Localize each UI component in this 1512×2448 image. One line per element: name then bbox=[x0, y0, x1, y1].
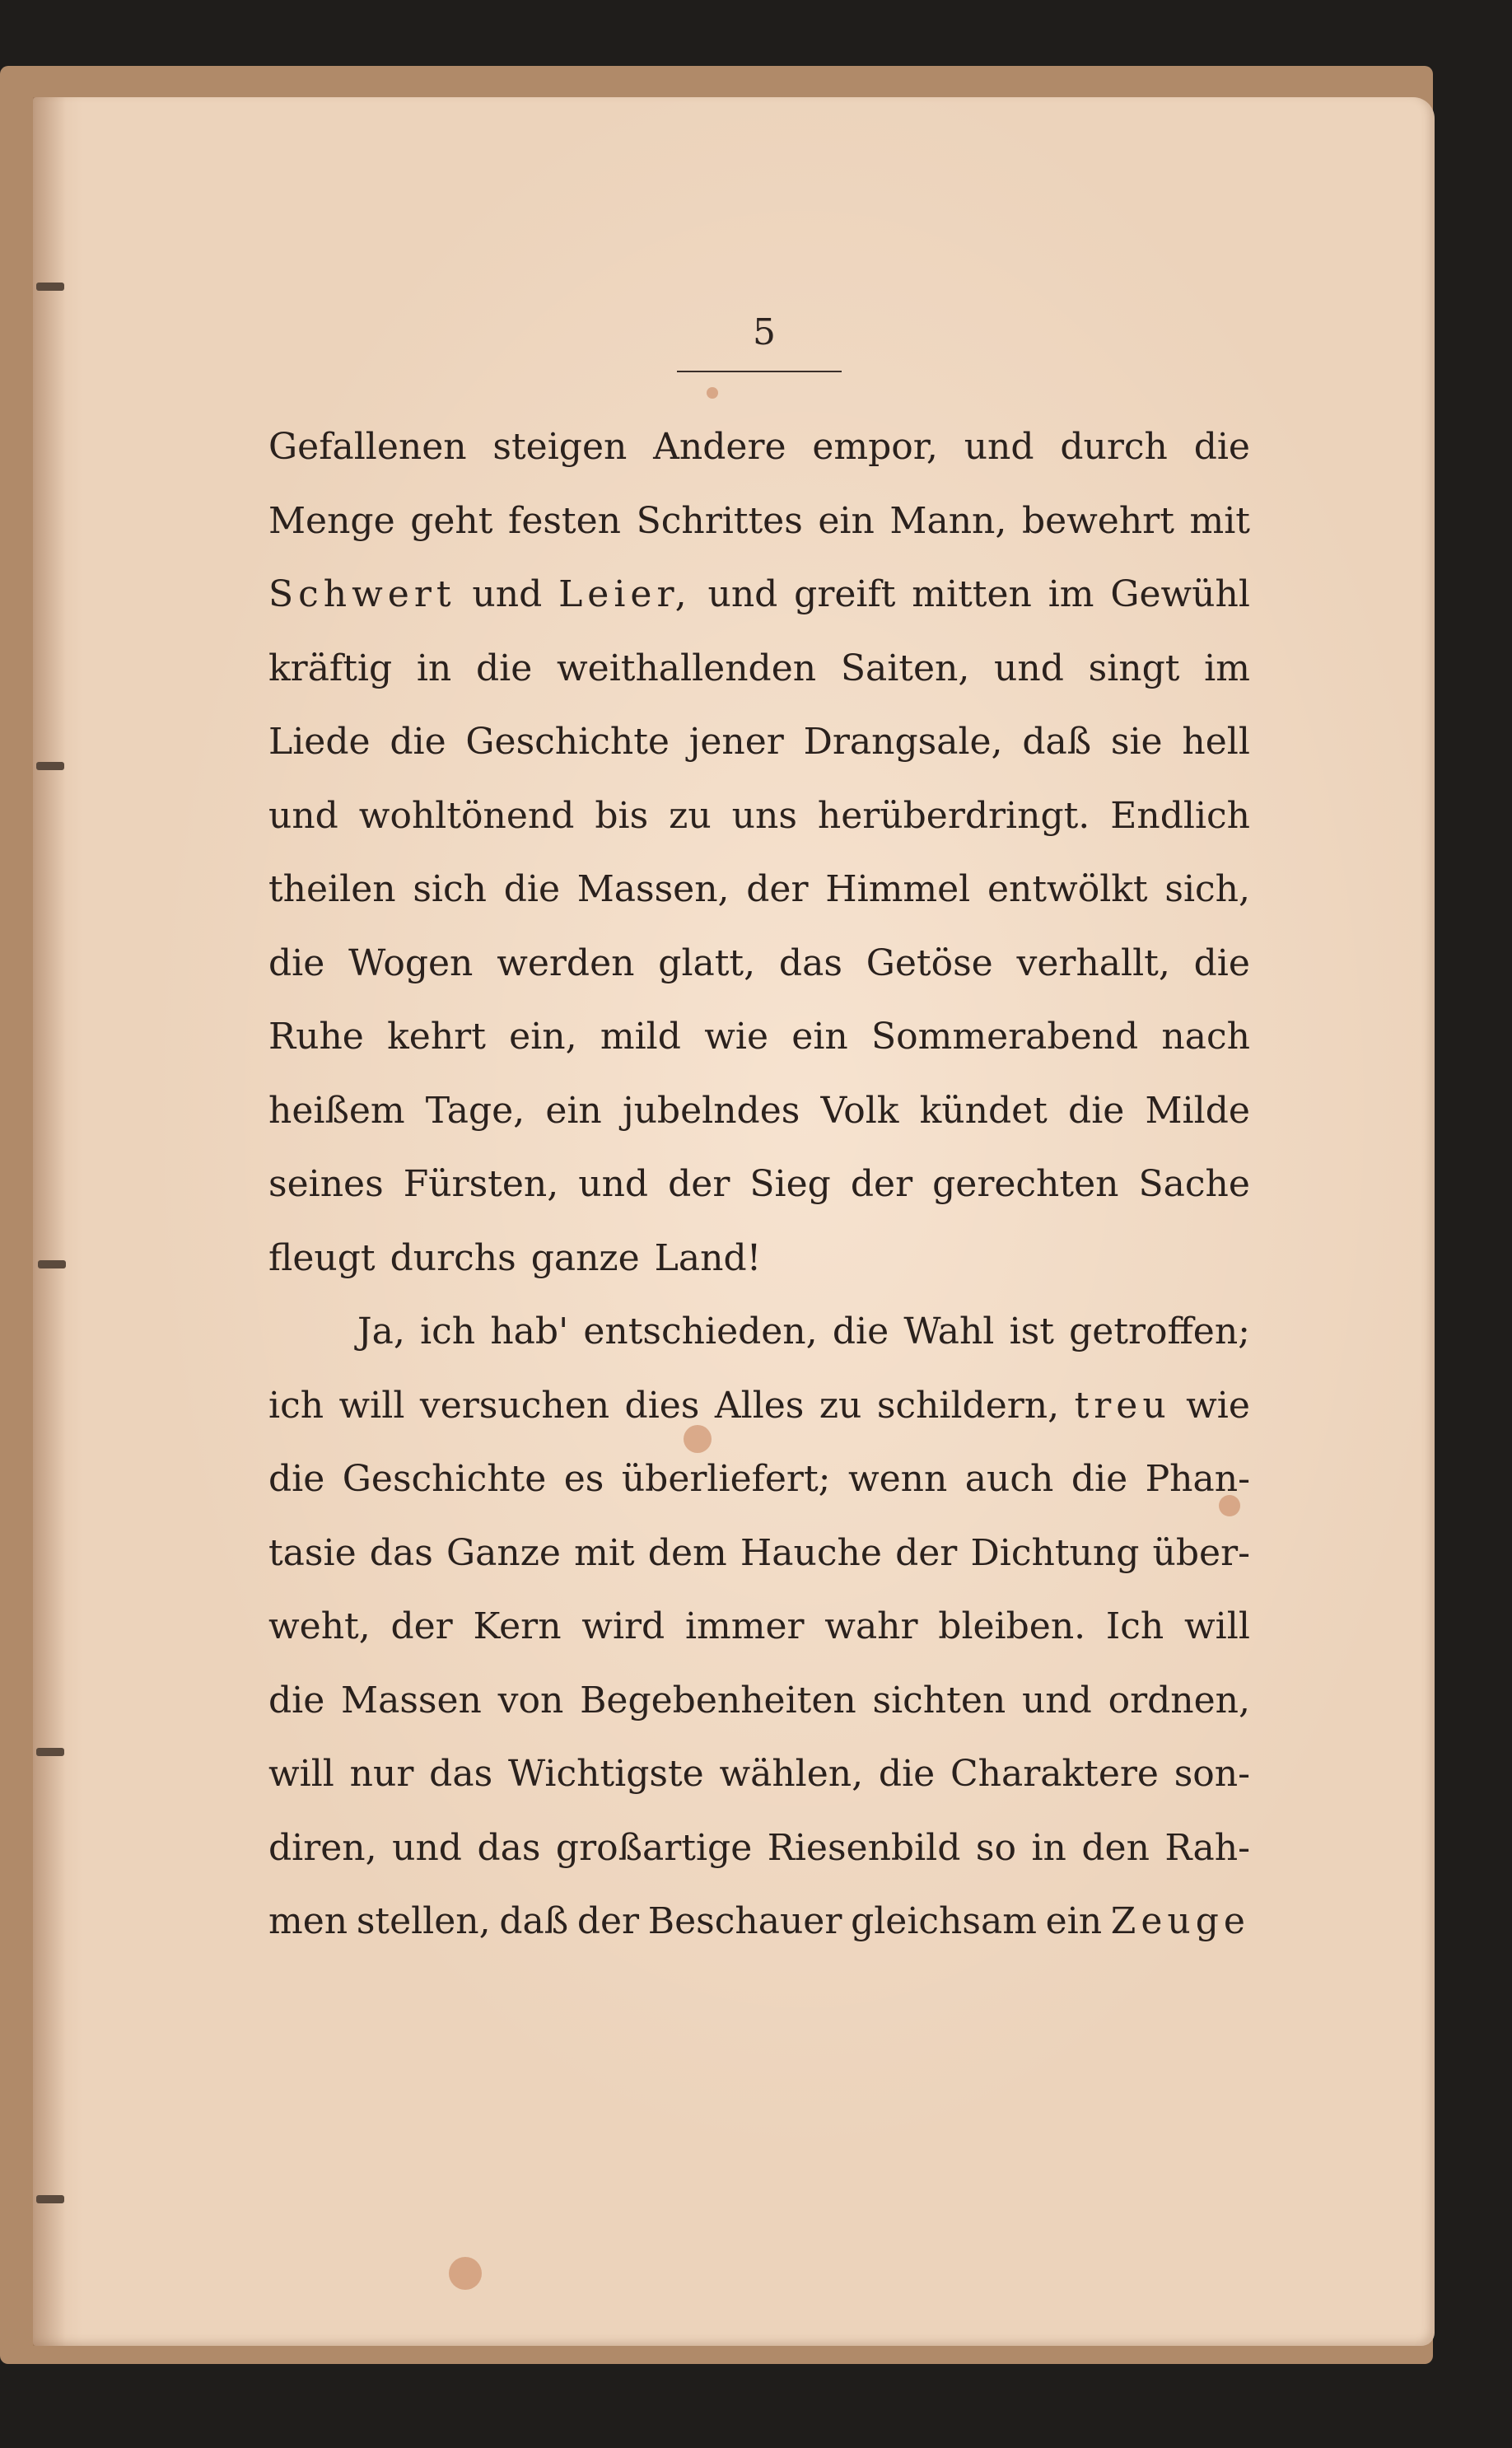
word: zu bbox=[669, 794, 712, 837]
word: weithallenden bbox=[557, 647, 817, 689]
word: sie bbox=[1110, 721, 1163, 763]
word: Rah- bbox=[1164, 1826, 1250, 1869]
word: und bbox=[994, 647, 1064, 689]
word: Ganze bbox=[446, 1531, 561, 1574]
word: und bbox=[578, 1163, 649, 1205]
word: Zeuge bbox=[1110, 1900, 1250, 1942]
word: zu bbox=[819, 1384, 862, 1427]
binding-stitch bbox=[38, 1260, 66, 1268]
word: will bbox=[268, 1753, 334, 1795]
word: daß bbox=[499, 1900, 569, 1942]
text-line bbox=[268, 410, 1250, 484]
word: schildern, bbox=[876, 1384, 1060, 1427]
foxing-spot bbox=[707, 387, 718, 399]
word: Endlich bbox=[1110, 794, 1250, 837]
word: die bbox=[268, 1679, 325, 1722]
word: sich bbox=[413, 868, 487, 910]
page-number-rule bbox=[677, 371, 842, 372]
word: ordnen, bbox=[1108, 1679, 1250, 1722]
word: Schrittes bbox=[636, 499, 803, 542]
text-line bbox=[268, 632, 1250, 706]
word: will bbox=[1184, 1605, 1250, 1647]
word: dem bbox=[647, 1531, 727, 1574]
word: die bbox=[390, 721, 446, 763]
word: hab' bbox=[490, 1310, 569, 1352]
text-line bbox=[268, 927, 1250, 1001]
word: ich bbox=[268, 1384, 324, 1427]
word: in bbox=[1031, 1826, 1066, 1869]
word: ein bbox=[818, 499, 875, 542]
word: Begebenheiten bbox=[580, 1679, 856, 1722]
word: kündet bbox=[919, 1089, 1048, 1132]
word: Alles bbox=[714, 1384, 805, 1427]
word: immer bbox=[684, 1605, 805, 1647]
word: und bbox=[392, 1826, 462, 1869]
word: singt bbox=[1088, 647, 1180, 689]
text-line bbox=[268, 1147, 1250, 1222]
word: Andere bbox=[653, 426, 786, 468]
word: die bbox=[268, 1458, 325, 1500]
binding-stitch bbox=[36, 1748, 64, 1756]
word: und bbox=[472, 573, 543, 615]
word: und bbox=[964, 426, 1034, 468]
word: gerechten bbox=[932, 1163, 1119, 1205]
text-line bbox=[268, 1222, 1250, 1296]
word: Himmel bbox=[825, 868, 971, 910]
word: herüberdringt. bbox=[817, 794, 1090, 837]
word: der bbox=[850, 1163, 913, 1205]
word: im bbox=[1048, 573, 1094, 615]
word: dies bbox=[624, 1384, 700, 1427]
word: Mann, bbox=[889, 499, 1007, 542]
word: Liede bbox=[268, 721, 371, 763]
text-line bbox=[268, 779, 1250, 853]
foxing-spot bbox=[449, 2257, 482, 2290]
word: Tage, bbox=[425, 1089, 525, 1132]
word: weht, bbox=[268, 1605, 371, 1647]
word: sichten bbox=[872, 1679, 1006, 1722]
word: Wahl bbox=[903, 1310, 995, 1352]
word: Ja, bbox=[357, 1310, 405, 1352]
word: bis bbox=[595, 794, 649, 837]
word: mit bbox=[574, 1531, 635, 1574]
word: durch bbox=[1060, 426, 1168, 468]
word: Hauche bbox=[740, 1531, 882, 1574]
word: Getöse bbox=[866, 941, 993, 984]
word: mild bbox=[600, 1016, 681, 1058]
word: Wichtigste bbox=[507, 1753, 704, 1795]
word: Geschichte bbox=[342, 1458, 547, 1500]
text-line bbox=[268, 853, 1250, 927]
word: und bbox=[707, 573, 778, 615]
word: die bbox=[1193, 941, 1250, 984]
word: im bbox=[1204, 647, 1250, 689]
word: Charaktere bbox=[950, 1753, 1159, 1795]
gutter-shadow bbox=[33, 97, 66, 2346]
word: men bbox=[268, 1900, 348, 1942]
word: und bbox=[268, 794, 338, 837]
word: Ruhe bbox=[268, 1016, 364, 1058]
word: die bbox=[1071, 1458, 1128, 1500]
word: kehrt bbox=[387, 1016, 486, 1058]
word: seines bbox=[268, 1163, 384, 1205]
word: entschieden, bbox=[583, 1310, 818, 1352]
word: wenn bbox=[847, 1458, 948, 1500]
body-text bbox=[268, 410, 1250, 1959]
text-line bbox=[268, 1590, 1250, 1664]
word: von bbox=[497, 1679, 564, 1722]
word: Ich bbox=[1105, 1605, 1164, 1647]
word: und bbox=[1021, 1679, 1092, 1722]
word: Massen, bbox=[576, 868, 730, 910]
word: sich, bbox=[1164, 868, 1250, 910]
word: wie bbox=[1186, 1384, 1250, 1427]
word: Sommerabend bbox=[871, 1016, 1139, 1058]
word: durchs bbox=[390, 1236, 516, 1279]
word: der bbox=[576, 1900, 640, 1942]
text-line bbox=[268, 484, 1250, 558]
word: überliefert; bbox=[621, 1458, 831, 1500]
word: son- bbox=[1174, 1753, 1250, 1795]
word: bewehrt bbox=[1021, 499, 1174, 542]
binding-stitch bbox=[36, 762, 64, 770]
text-line bbox=[268, 1295, 1250, 1369]
word: das bbox=[778, 941, 842, 984]
word: steigen bbox=[492, 426, 628, 468]
word: ganze bbox=[530, 1236, 640, 1279]
word: wohltönend bbox=[358, 794, 575, 837]
word: der bbox=[746, 868, 809, 910]
text-line bbox=[268, 705, 1250, 779]
word: Schwert bbox=[268, 573, 456, 615]
binding-stitch bbox=[36, 283, 64, 291]
word: bleiben. bbox=[938, 1605, 1086, 1647]
word: die bbox=[878, 1753, 936, 1795]
word: entwölkt bbox=[987, 868, 1148, 910]
word: wahr bbox=[824, 1605, 918, 1647]
word: Beschauer bbox=[647, 1900, 842, 1942]
word: Drangsale, bbox=[803, 721, 1003, 763]
word: mitten bbox=[912, 573, 1032, 615]
word: uns bbox=[731, 794, 797, 837]
text-line bbox=[268, 1000, 1250, 1074]
word: jubelndes bbox=[622, 1089, 800, 1132]
word: gleichsam bbox=[851, 1900, 1037, 1942]
word: Saiten, bbox=[840, 647, 970, 689]
word: das bbox=[369, 1531, 433, 1574]
word: verhallt, bbox=[1016, 941, 1170, 984]
word: kräftig bbox=[268, 647, 393, 689]
word: so bbox=[975, 1826, 1016, 1869]
word: Fürsten, bbox=[403, 1163, 559, 1205]
word: geht bbox=[410, 499, 493, 542]
page-number: 5 bbox=[753, 311, 776, 353]
word: die bbox=[503, 868, 560, 910]
word: der bbox=[895, 1531, 958, 1574]
word: es bbox=[563, 1458, 604, 1500]
word: Massen bbox=[341, 1679, 482, 1722]
word: Gefallenen bbox=[268, 426, 467, 468]
word: ist bbox=[1009, 1310, 1054, 1352]
word: diren, bbox=[268, 1826, 377, 1869]
word: stellen, bbox=[356, 1900, 491, 1942]
word: in bbox=[416, 647, 452, 689]
text-line bbox=[268, 1885, 1250, 1959]
word: Volk bbox=[820, 1089, 899, 1132]
word: tasie bbox=[268, 1531, 357, 1574]
text-line bbox=[268, 1369, 1250, 1443]
word: ein bbox=[791, 1016, 848, 1058]
word: Phan- bbox=[1145, 1458, 1250, 1500]
word: Geschichte bbox=[465, 721, 670, 763]
binding-stitch bbox=[36, 2195, 64, 2203]
word: empor, bbox=[812, 426, 938, 468]
word: theilen bbox=[268, 868, 396, 910]
word: heißem bbox=[268, 1089, 405, 1132]
word: Kern bbox=[473, 1605, 562, 1647]
word: Sieg bbox=[749, 1163, 831, 1205]
text-line bbox=[268, 1737, 1250, 1811]
word: über- bbox=[1152, 1531, 1250, 1574]
word: auch bbox=[964, 1458, 1054, 1500]
text-line bbox=[268, 1516, 1250, 1591]
word: glatt, bbox=[658, 941, 756, 984]
word: die bbox=[1193, 426, 1250, 468]
word: Land! bbox=[654, 1236, 762, 1279]
word: daß bbox=[1022, 721, 1092, 763]
text-line bbox=[268, 558, 1250, 632]
word: nach bbox=[1161, 1016, 1250, 1058]
word: die bbox=[268, 941, 325, 984]
word: Milde bbox=[1145, 1089, 1250, 1132]
word: greift bbox=[794, 573, 896, 615]
word: hell bbox=[1182, 721, 1250, 763]
word: der bbox=[668, 1163, 730, 1205]
word: will bbox=[338, 1384, 405, 1427]
word: großartige bbox=[555, 1826, 753, 1869]
word: mit bbox=[1189, 499, 1250, 542]
word: ein bbox=[545, 1089, 602, 1132]
word: festen bbox=[508, 499, 621, 542]
word: das bbox=[477, 1826, 541, 1869]
word: Menge bbox=[268, 499, 395, 542]
text-line bbox=[268, 1664, 1250, 1738]
word: die bbox=[1068, 1089, 1125, 1132]
word: die bbox=[832, 1310, 889, 1352]
word: ein, bbox=[509, 1016, 577, 1058]
word: das bbox=[429, 1753, 493, 1795]
word: werden bbox=[497, 941, 635, 984]
word: wird bbox=[581, 1605, 665, 1647]
word: treu bbox=[1074, 1384, 1171, 1427]
text-line bbox=[268, 1442, 1250, 1516]
word: der bbox=[390, 1605, 453, 1647]
word: jener bbox=[688, 721, 784, 763]
word: nur bbox=[349, 1753, 414, 1795]
text-line bbox=[268, 1074, 1250, 1148]
word: fleugt bbox=[268, 1236, 376, 1279]
word: versuchen bbox=[419, 1384, 610, 1427]
word: Riesenbild bbox=[767, 1826, 961, 1869]
text-line bbox=[268, 1811, 1250, 1885]
word: Gewühl bbox=[1110, 573, 1250, 615]
word: Leier, bbox=[558, 573, 692, 615]
word: wie bbox=[704, 1016, 768, 1058]
word: Sache bbox=[1138, 1163, 1250, 1205]
word: getroffen; bbox=[1069, 1310, 1250, 1352]
word: Wogen bbox=[348, 941, 474, 984]
word: die bbox=[476, 647, 533, 689]
word: ein bbox=[1045, 1900, 1103, 1942]
word: wählen, bbox=[719, 1753, 864, 1795]
word: Dichtung bbox=[970, 1531, 1140, 1574]
word: den bbox=[1081, 1826, 1150, 1869]
word: ich bbox=[420, 1310, 476, 1352]
